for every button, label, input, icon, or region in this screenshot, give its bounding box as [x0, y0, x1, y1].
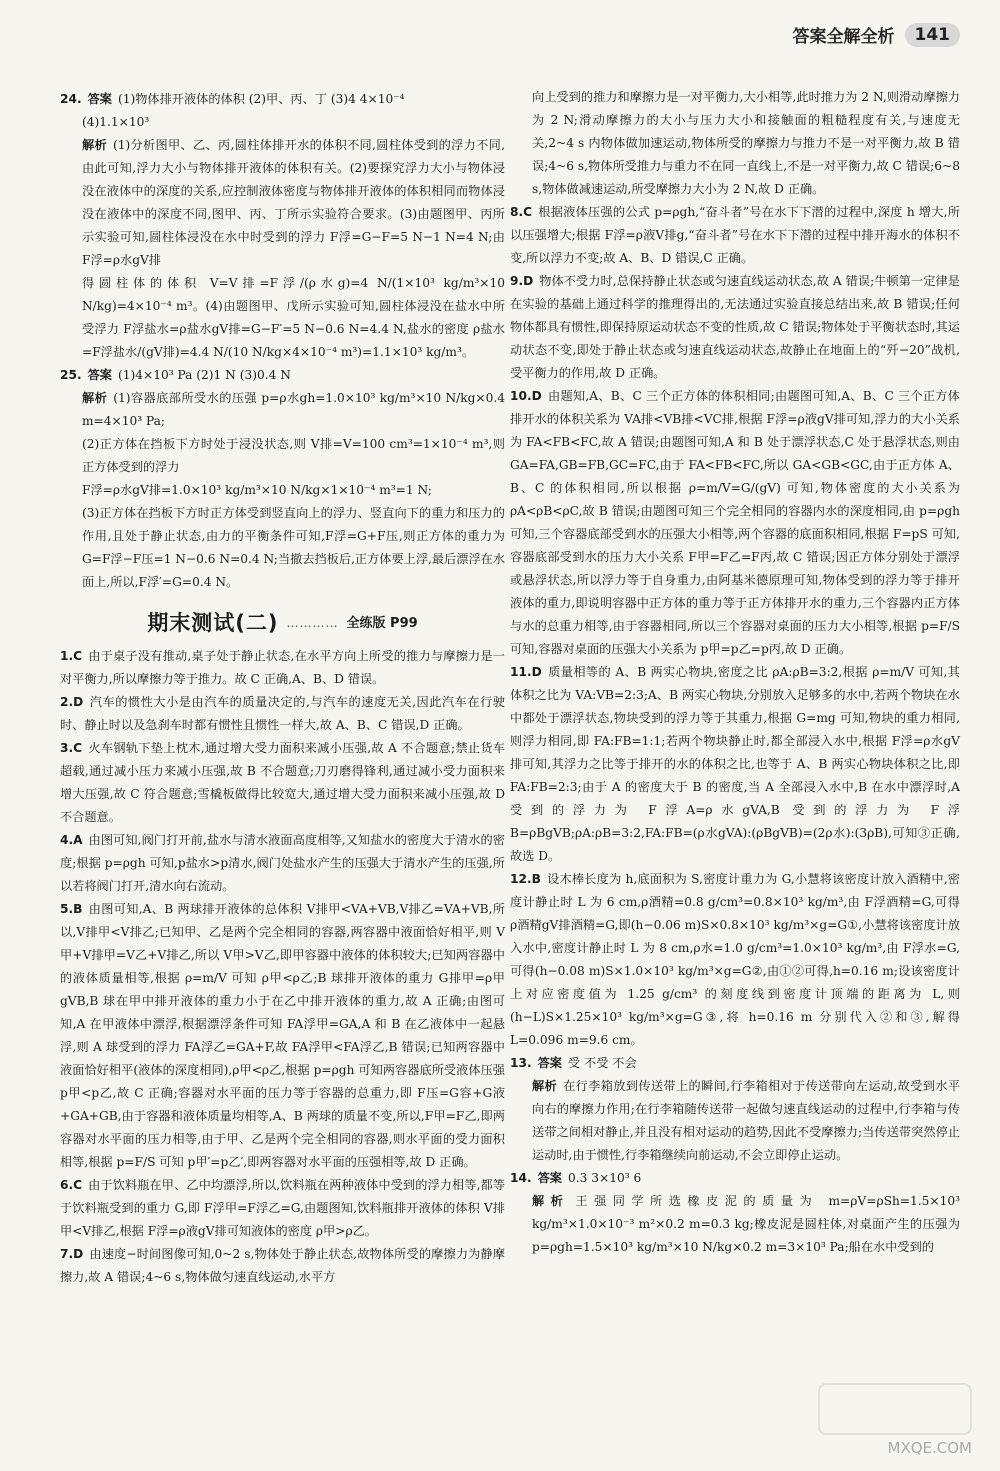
answer-item	[60, 829, 505, 898]
item-num: 9.D	[510, 274, 534, 288]
left-column	[60, 88, 505, 1289]
right-column	[510, 86, 960, 1259]
item-text: 由题知,A、B、C 三个正方体的体积相同;由题图可知,A、B、C 三个正方体排开水的体积关系为 VA排<VB排<VC排,根据 F浮=ρ液gV排可知,浮力的大小关系为 FA<FB<FC,故 A 错误;由题图可知,A 和 B 处于漂浮状态,C 处于悬浮状态,则由 GA=FA,GB=FB,GC=FC,由于 FA<FB<FC,所以 GA<GB<GC,由于正方体 A、B、C 的体积相同,所以根据 ρ=m/V=G/(gV) 可知,物体密度的大小关系为 ρA<ρB<ρC,故 B 错误;由题图可知三个完全相同的容器内水的深度相同,由 p=ρgh 可知,三个容器底部受到水的压强大小相等,两个容器的底面积相同,根据 F=pS 可知,容器底部受到水的压力大小关系 F甲=F乙=F丙,故 C 错误;因正方体分别处于漂浮或悬浮状态,所以浮力等于自身重力,由阿基米德原理可知,物体受到的浮力等于排开液体的重力,即说明容器中正方体的重力等于正方体排开水的重力,三个容器内正方体与水的总重力相等,由于容器相同,所以三个容器对桌面的压力大小相等,根据 p=F/S 可知,容器对桌面的压强大小关系为 p甲=p乙=p丙,故 D 正确。	[510, 389, 960, 656]
q25-analysis-tag: 解析	[82, 391, 108, 405]
q25-analysis-4: (3)正方体在挡板下方时正方体受到竖直向上的浮力、竖直向下的重力和压力的作用,且处于静止状态,由力的平衡条件可知,F浮=G+F压,则正方体的重力为 G=F浮−F压=1 N−0.6 N=0.4 N;当撤去挡板后,正方体要上浮,最后漂浮在水面上,所以,F浮′=G=0.4 N。	[82, 506, 506, 589]
q24-analysis-1: (1)分析图甲、乙、丙,圆柱体排开水的体积不同,圆柱体受到的浮力不同,由此可知,浮力大小与物体排开液体的体积有关。(2)要探究浮力大小与物体浸没在液体中的深度的关系,应控制液体密度与物体排开液体的体积相同而物体浸没在液体中的深度不同,图甲、丙、丁所示实验符合要求。(3)由题图甲、丙所示实验可知,圆柱体浸没在水中时受到的浮力 F浮=G−F=5 N−1 N=4 N;由 F浮=ρ水gV排	[82, 138, 505, 267]
question-13	[510, 1052, 960, 1167]
item-text: 由于饮料瓶在甲、乙中均漂浮,所以,饮料瓶在两种液体中受到的浮力相等,都等于饮料瓶受到的重力 G,即 F浮甲=F浮乙=G,由题图知,饮料瓶排开液体的体积 V排甲<V排乙,根据 F浮=ρ液gV排可知液体的密度 ρ甲>ρ乙。	[60, 1178, 505, 1238]
answer-item	[510, 661, 960, 868]
q24-analysis-tag: 解析	[82, 138, 107, 152]
answer-item	[510, 86, 960, 201]
item-num: 6.C	[60, 1178, 83, 1192]
item-text: 物体不受力时,总保持静止状态或匀速直线运动状态,故 A 错误;牛顿第一定律是在实验的基础上通过科学的推理得出的,无法通过实验直接总结出来,故 B 错误;任何物体都具有惯性,即保持原运动状态不变的性质,故 C 错误;物体处于平衡状态时,其运动状态不变,即处于静止状态或匀速直线运动状态,故静止在地面上的“歼−20”战机,受平衡力的作用,故 D 正确。	[510, 274, 960, 380]
answer-item	[60, 737, 505, 829]
answer-item	[510, 868, 960, 1052]
q25-answer-tag: 答案	[87, 368, 112, 382]
section-dots: …………	[286, 616, 339, 630]
watermark-text: MXQE.COM	[887, 1439, 972, 1457]
header-title: 答案全解全析	[792, 27, 895, 47]
answer-item	[60, 691, 505, 737]
q25-analysis-2: (2)正方体在挡板下方时处于浸没状态,则 V排=V=100 cm³=1×10⁻⁴ m³,则正方体受到的浮力	[82, 437, 505, 474]
item-text: 由图可知,阀门打开前,盐水与清水液面高度相等,又知盐水的密度大于清水的密度;根据 p=ρgh 可知,p盐水>p清水,阀门处盐水产生的压强大于清水产生的压强,所以若将阀门打开,清水向右流动。	[60, 833, 505, 893]
q13-answer: 受 不受 不会	[567, 1056, 637, 1070]
answer-item	[60, 1243, 505, 1289]
item-num: 5.B	[60, 902, 83, 916]
item-text: 设木棒长度为 h,底面积为 S,密度计重力为 G,小慧将该密度计放入酒精中,密度计静止时 L 为 6 cm,ρ酒精=0.8 g/cm³=0.8×10³ kg/m³,由 F浮酒精=G,可得 ρ酒精gV排酒精=G,即(h−0.06 m)S×0.8×10³ kg/m³×g=G①,小慧将该密度计放入水中,密度计静止时 L 为 8 cm,ρ水=1.0 g/cm³=1.0×10³ kg/m³,由 F浮水=G,可得(h−0.08 m)S×1.0×10³ kg/m³×g=G②,由①②可得,h=0.16 m;设该密度计上对应密度值为 1.25 g/cm³ 的刻度线到密度计顶端的距离为 L,则(h−L)S×1.25×10³ kg/m³×g=G③,将 h=0.16 m 分别代入②和③,解得 L=0.096 m=9.6 cm。	[510, 872, 960, 1047]
answer-item	[510, 385, 960, 661]
q13-num: 13.	[510, 1056, 532, 1070]
q25-analysis-1: (1)容器底部所受水的压强 p=ρ水gh=1.0×10³ kg/m³×10 N/kg×0.4 m=4×10³ Pa;	[82, 391, 506, 428]
q25-num: 25.	[60, 368, 82, 382]
item-num: 2.D	[60, 695, 84, 709]
q24-analysis-2: 得圆柱体的体积 V=V排=F浮/(ρ水g)=4 N/(1×10³ kg/m³×10 N/kg)=4×10⁻⁴ m³。(4)由题图甲、戊所示实验可知,圆柱体浸没在盐水中所受浮力 F浮盐水=ρ盐水gV排=G−F′=5 N−0.6 N=4.4 N,盐水的密度 ρ盐水=F浮盐水/(gV排)=4.4 N/(10 N/kg×4×10⁻⁴ m³)=1.1×10³ kg/m³。	[82, 276, 505, 359]
q25-analysis-3: F浮=ρ水gV排=1.0×10³ kg/m³×10 N/kg×1×10⁻⁴ m³=1 N;	[82, 483, 432, 497]
q24-num: 24.	[60, 92, 82, 106]
item-text: 由于桌子没有推动,桌子处于静止状态,在水平方向上所受的推力与摩擦力是一对平衡力,所以摩擦力等于推力。故 C 正确,A、B、D 错误。	[60, 649, 505, 686]
q14-analysis-tag: 解析	[532, 1194, 570, 1208]
item-text: 向上受到的推力和摩擦力是一对平衡力,大小相等,此时推力为 2 N,则滑动摩擦力为 2 N;滑动摩擦力的大小与压力大小和接触面的粗糙程度有关,与速度无关,2~4 s 内物体做加速运动,物体所受的摩擦力与推力不是一对平衡力,故 B 错误;4~6 s,物体所受推力与重力不在同一直线上,不是一对平衡力,故 C 错误;6~8 s,物体做减速运动,所受摩擦力大小为 2 N,故 D 正确。	[532, 90, 960, 196]
item-num: 8.C	[510, 205, 533, 219]
q14-analysis: 王强同学所选橡皮泥的质量为 m=ρV=ρSh=1.5×10³ kg/m³×1.0×10⁻³ m²×0.2 m=0.3 kg;橡皮泥是圆柱体,对桌面产生的压强为 p=ρgh=1.5×10³ kg/m³×10 N/kg×0.2 m=3×10³ Pa;船在水中受到的	[532, 1194, 961, 1254]
section-ref: 全练版 P99	[346, 616, 418, 631]
q14-num: 14.	[510, 1171, 532, 1185]
question-24	[60, 88, 505, 364]
answer-item	[60, 898, 505, 1174]
q24-answer1: (1)物体排开液体的体积 (2)甲、丙、丁 (3)4 4×10⁻⁴	[117, 92, 405, 106]
q14-answer: 0.3 3×10³ 6	[567, 1171, 642, 1185]
answer-item	[510, 201, 960, 270]
q25-answer: (1)4×10³ Pa (2)1 N (3)0.4 N	[117, 368, 291, 382]
item-text: 火车钢轨下垫上枕木,通过增大受力面积来减小压强,故 A 不合题意;禁止货车超载,通过减小压力来减小压强,故 B 不合题意;刀刃磨得锋利,通过减小受力面积来增大压强,故 C 符合题意;雪橇板做得比较宽大,通过增大受力面积来减小压强,故 D 不合题意。	[60, 741, 505, 824]
item-num: 1.C	[60, 649, 83, 663]
item-text: 由图可知,A、B 两球排开液体的总体积 V排甲<VA+VB,V排乙=VA+VB,所以,V排甲<V排乙;已知甲、乙是两个完全相同的容器,两容器中液面恰好相平,则 V甲+V排甲=V乙+V排乙,所以 V甲>V乙,即甲容器中液体的体积较大;已知两容器中的液体质量相等,根据 ρ=m/V 可知 ρ甲<ρ乙;B 球排开液体的重力 G排甲=ρ甲gVB,B 球在甲中排开液体的重力小于在乙中排开液体的重力,故 A 正确;由图可知,A 在甲液体中漂浮,根据漂浮条件可知 FA浮甲=GA,A 和 B 在乙液体中一起悬浮,则 A 球受到的浮力 FA浮乙=GA+F,故 FA浮甲<FA浮乙,B 错误;已知两容器中液面恰好相平(液体的深度相同),ρ甲<ρ乙,根据 p=ρgh 可知两容器底所受液体压强 p甲<p乙,故 C 正确;容器对水平面的压力等于容器的总重力,即 F压=G容+G液+GA+GB,由于容器和液体质量均相等,A、B 两球的质量不变,所以,F甲=F乙,即两容器对水平面的压力相等,由于甲、乙是两个完全相同的容器,则水平面的受力面积相等,根据 p=F/S 可知 p甲′=p乙′,即两容器对水平面的压强相等,故 D 正确。	[60, 902, 505, 1169]
item-text: 质量相等的 A、B 两实心物块,密度之比 ρA:ρB=3:2,根据 ρ=m/V 可知,其体积之比为 VA:VB=2:3;A、B 两实心物块,分别放入足够多的水中,若两个物块在水中都处于漂浮状态,物块受到的浮力等于其重力,根据 G=mg 可知,物块的重力相同,则浮力相同,即 FA:FB=1:1;若两个物块静止时,都全部浸入水中,根据 F浮=ρ水gV排可知,其浮力之比等于排开的水的体积之比,也等于 A、B 两实心物块体积之比,即 FA:FB=2:3;由于 A 的密度大于 B 的密度,当 A 全部浸入水中,B 在水中漂浮时,A 受到的浮力为 F浮A=ρ水gVA,B 受到的浮力为 F浮B=ρBgVB;ρA:ρB=3:2,FA:FB=(ρ水gVA):(ρBgVB)=(2ρ水):(3ρB),可知③正确,故选 D。	[510, 665, 960, 863]
question-14	[510, 1167, 960, 1259]
section-title: 期末测试(二)	[147, 611, 279, 635]
q14-answer-tag: 答案	[537, 1171, 562, 1185]
q24-answer-tag: 答案	[87, 92, 112, 106]
item-num: 10.D	[510, 389, 542, 403]
item-num: 3.C	[60, 741, 83, 755]
item-num: 12.B	[510, 872, 541, 886]
page-header	[793, 22, 961, 47]
answer-item	[60, 1174, 505, 1243]
section-heading	[60, 612, 505, 635]
watermark-logo	[818, 1383, 972, 1435]
item-num: 7.D	[60, 1247, 84, 1261]
page-number: 141	[905, 23, 961, 47]
q13-answer-tag: 答案	[537, 1056, 562, 1070]
answer-item	[60, 645, 505, 691]
item-num: 11.D	[510, 665, 542, 679]
q24-answer2: (4)1.1×10³	[82, 115, 150, 129]
item-text: 汽车的惯性大小是由汽车的质量决定的,与汽车的速度无关,因此汽车在行驶时、静止时以及急刹车时都有惯性且惯性一样大,故 A、B、C 错误,D 正确。	[60, 695, 505, 732]
question-25	[60, 364, 505, 594]
item-num: 4.A	[60, 833, 83, 847]
item-text: 由速度−时间图像可知,0~2 s,物体处于静止状态,故物体所受的摩擦力为静摩擦力,故 A 错误;4~6 s,物体做匀速直线运动,水平方	[60, 1247, 505, 1284]
q13-analysis-tag: 解析	[532, 1079, 558, 1093]
q13-analysis: 在行李箱放到传送带上的瞬间,行李箱相对于传送带向左运动,故受到水平向右的摩擦力作用;在行李箱随传送带一起做匀速直线运动的过程中,行李箱与传送带之间相对静止,并且没有相对运动的趋势,因此不受摩擦力;当传送带突然停止运动时,由于惯性,行李箱继续向前运动,不会立即停止运动。	[532, 1079, 961, 1162]
item-text: 根据液体压强的公式 p=ρgh,“奋斗者”号在水下下潜的过程中,深度 h 增大,所以压强增大;根据 F浮=ρ液V排g,“奋斗者”号在水下下潜的过程中排开海水的体积不变,所以浮力不变;故 A、B、D 错误,C 正确。	[510, 205, 960, 265]
answer-item	[510, 270, 960, 385]
